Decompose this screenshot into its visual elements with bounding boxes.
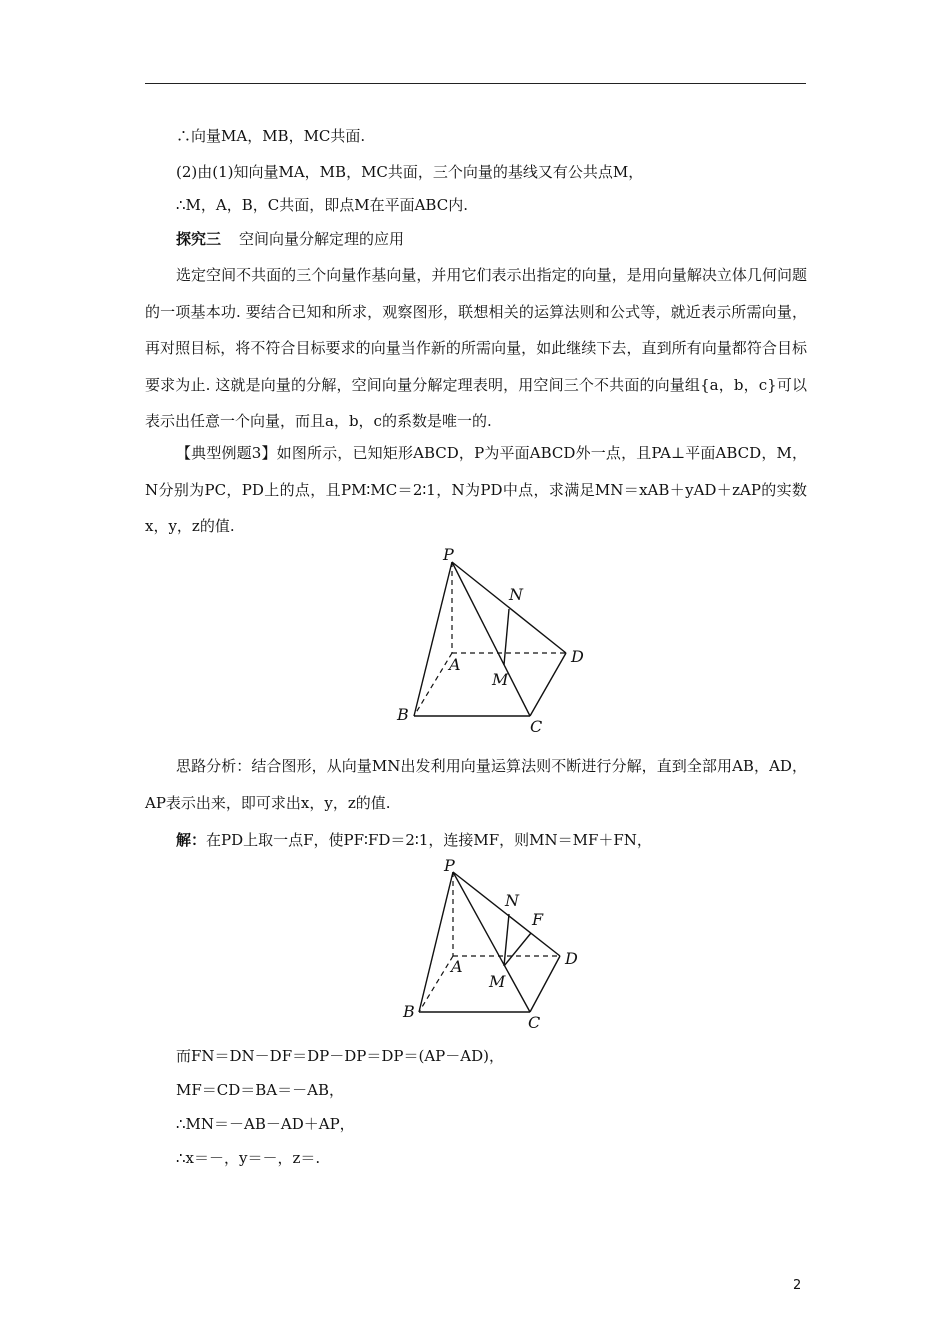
label-B: B <box>403 1002 415 1021</box>
label-A: A <box>451 957 463 976</box>
header-rule <box>145 83 806 84</box>
label-N: N <box>505 891 519 910</box>
example-text: 如图所示，已知矩形ABCD，P为平面ABCD外一点，且PA⊥平面ABCD，M，N分别为PC，PD上的点，且PM∶MC＝2∶1，N为PD中点，求满足MN＝xAB＋yAD＋zAP的实数x，y，z的值. <box>145 444 807 535</box>
analysis-paragraph: 思路分析：结合图形，从向量MN出发利用向量运算法则不断进行分解，直到全部用AB，AD，AP表示出来，即可求出x，y，z的值. <box>145 757 807 812</box>
label-C: C <box>530 717 543 736</box>
segment-MN <box>504 609 509 665</box>
edge-AB-hidden <box>414 653 452 716</box>
edge-PB <box>419 872 453 1012</box>
label-B: B <box>397 705 409 724</box>
figure-pyramid-2 <box>395 852 595 1037</box>
edge-CD <box>530 653 566 716</box>
page-number: 2 <box>793 1278 802 1293</box>
text-line-2: (2)由(1)知向量MA，MB，MC共面，三个向量的基线又有公共点M， <box>176 163 644 181</box>
label-D: D <box>571 647 584 666</box>
solution-text: 在PD上取一点F，使PF∶FD＝2∶1，连接MF，则MN＝MF＋FN， <box>206 831 652 849</box>
label-N: N <box>509 585 523 604</box>
edge-AB-hidden <box>419 956 453 1012</box>
section-label: 探究三 <box>176 230 222 248</box>
edge-CD <box>530 956 560 1012</box>
section-title: 空间向量分解定理的应用 <box>239 230 405 248</box>
section-heading <box>176 229 404 249</box>
text-line-1: ∴向量MA，MB，MC共面. <box>176 127 366 145</box>
edge-PB <box>414 562 452 716</box>
label-P: P <box>443 545 454 564</box>
label-M: M <box>489 972 506 991</box>
label-F: F <box>532 910 544 929</box>
edge-PD <box>452 562 566 653</box>
label-P: P <box>444 856 455 875</box>
label-C: C <box>528 1013 541 1032</box>
label-A: A <box>449 655 461 674</box>
segment-MF <box>504 933 531 966</box>
example-paragraph <box>145 435 807 545</box>
equation-line-4: ∴x＝－，y＝－，z＝. <box>176 1149 321 1167</box>
equation-line-3: ∴MN＝－AB－AD＋AP， <box>176 1115 355 1133</box>
intro-paragraph: 选定空间不共面的三个向量作基向量，并用它们表示出指定的向量，是用向量解决立体几何问题的一项基本功. 要结合已知和所求，观察图形，联想相关的运算法则和公式等，就近表示所需向量，再对照目标，将不符合目标要求的向量当作新的所需向量，如此继续下去，直到所有向量都符合目标要求为止. 这就是向量的分解，空间向量分解定理表明，用空间三个不共面的向量组{a，b，c}可以表示出任意一个向量，而且a，b，c的系数是唯一的. <box>145 266 807 430</box>
figure-pyramid-1 <box>390 540 600 740</box>
solution-label: 解： <box>176 831 207 849</box>
segment-MN <box>504 914 509 966</box>
label-D: D <box>565 949 578 968</box>
example-label: 【典型例题3】 <box>176 444 277 462</box>
label-M: M <box>492 670 509 689</box>
text-line-3: ∴M，A，B，C共面，即点M在平面ABC内. <box>176 196 468 214</box>
equation-line-2: MF＝CD＝BA＝－AB， <box>176 1081 344 1099</box>
solution-line <box>176 830 652 850</box>
equation-line-1: 而FN＝DN－DF＝DP－DP＝DP＝(AP－AD)， <box>176 1047 504 1065</box>
